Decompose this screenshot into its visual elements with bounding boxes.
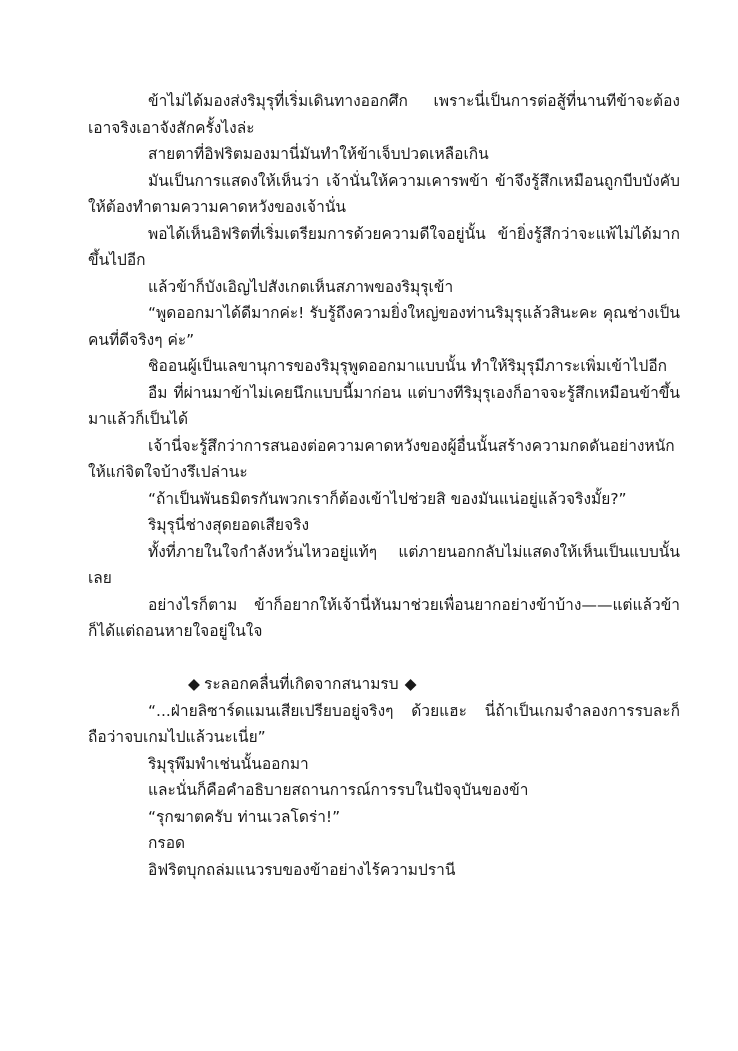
section-heading — [88, 671, 680, 698]
dialogue-paragraph: “ถ้าเป็นพันธมิตรกันพวกเราก็ต้องเข้าไปช่วยสิ ของมันแน่อยู่แล้วจริงมั้ย?” — [148, 489, 627, 508]
document-page — [88, 88, 680, 883]
paragraph: สายตาที่อิฟริตมองมานี่มันทำให้ข้าเจ็บปวดเหลือเกิน — [148, 145, 489, 163]
paragraph: อิฟริตบุกถล่มแนวรบของข้าอย่างไร้ความปรานี — [148, 860, 456, 879]
paragraph: อย่างไรก็ตาม ข้าก็อยากให้เจ้านี่หันมาช่วยเพื่อนยากอย่างข้าบ้าง——แต่แล้วข้าก็ได้แต่ถอนหายใจอยู่ในใจ — [88, 595, 680, 640]
dialogue-paragraph: “รุกฆาตครับ ท่านเวลโดร่า!” — [148, 807, 341, 826]
blank-line — [88, 645, 680, 672]
paragraph: และนั่นก็คือคำอธิบายสถานการณ์การรบในปัจจุบันของข้า — [148, 781, 529, 799]
paragraph: ข้าไม่ได้มองส่งริมุรุที่เริ่มเดินทางออกศึก เพราะนี่เป็นการต่อสู้ที่นานทีข้าจะต้องเอาจริงเอาจังสักครั้งไงล่ะ — [88, 92, 680, 137]
paragraph: ชิออนผู้เป็นเลขานุการของริมุรุพูดออกมาแบบนั้น ทำให้ริมุรุมีภาระเพิ่มเข้าไปอีก — [148, 357, 668, 375]
paragraph: เจ้านี่จะรู้สึกว่าการสนองต่อความคาดหวังของผู้อื่นนั้นสร้างความกดดันอย่างหนักให้แก่จิตใจบ้างรึเปล่านะ — [88, 436, 675, 481]
paragraph: อืม ที่ผ่านมาข้าไม่เคยนึกแบบนี้มาก่อน แต่บางทีริมุรุเองก็อาจจะรู้สึกเหมือนข้าขึ้นมาแล้วก็เป็นได้ — [88, 383, 680, 428]
paragraph: แล้วข้าก็บังเอิญไปสังเกตเห็นสภาพของริมุรุเข้า — [148, 277, 454, 296]
dialogue-paragraph: “พูดออกมาได้ดีมากค่ะ! รับรู้ถึงความยิ่งใหญ่ของท่านริมุรุแล้วสินะคะ คุณช่างเป็นคนที่ดีจริงๆ ค่ะ” — [88, 304, 680, 349]
diamond-marker-icon: ◆ — [404, 675, 417, 693]
dialogue-paragraph: “...ฝ่ายลิซาร์ดแมนเสียเปรียบอยู่จริงๆ ด้วยแฮะ นี่ถ้าเป็นเกมจำลองการรบละก็ ถือว่าจบเกมไปแล้วนะเนี่ย” — [88, 701, 680, 746]
paragraph: ริมุรุพึมพำเช่นนั้นออกมา — [148, 754, 309, 773]
paragraph: มันเป็นการแสดงให้เห็นว่า เจ้านั่นให้ความเคารพข้า ข้าจึงรู้สึกเหมือนถูกบีบบังคับให้ต้องทำตามความคาดหวังของเจ้านั่น — [88, 171, 680, 216]
paragraph: ทั้งที่ภายในใจกำลังหวั่นไหวอยู่แท้ๆ แต่ภายนอกกลับไม่แสดงให้เห็นเป็นแบบนั้นเลย — [88, 542, 680, 587]
sound-effect: กรอด — [148, 834, 186, 852]
section-heading-text: ระลอกคลื่นที่เกิดจากสนามรบ — [204, 675, 399, 693]
paragraph: พอได้เห็นอิฟริตที่เริ่มเตรียมการด้วยความดีใจอยู่นั้น ข้ายิ่งรู้สึกว่าจะแพ้ไม่ได้มากขึ้นไปอีก — [88, 224, 680, 269]
diamond-marker-icon: ◆ — [188, 675, 200, 693]
paragraph: ริมุรุนี่ช่างสุดยอดเสียจริง — [148, 516, 310, 534]
